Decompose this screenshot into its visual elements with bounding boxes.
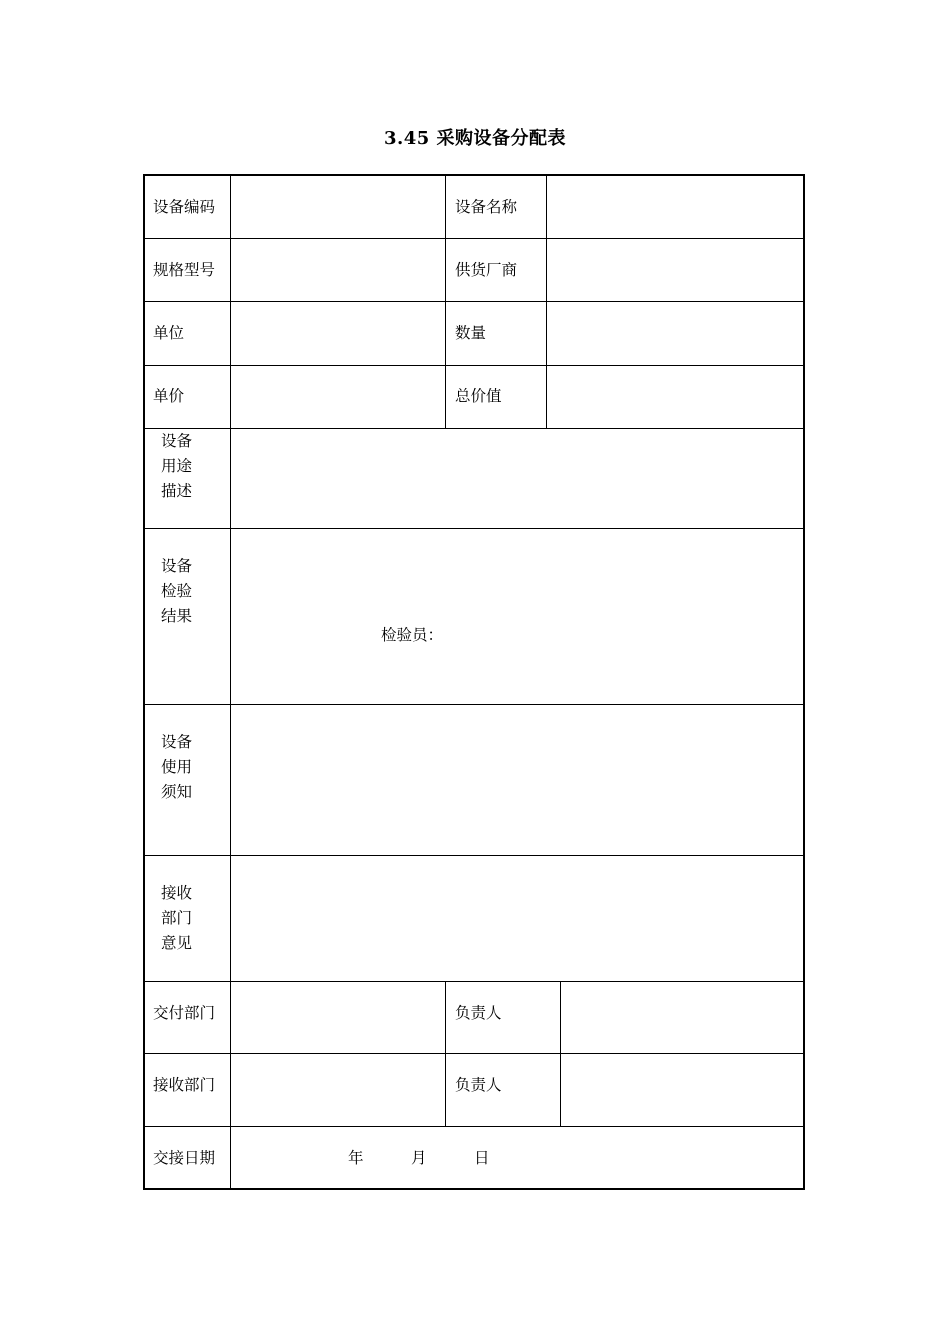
row-divider [145,1053,803,1054]
allocation-form [143,174,805,1190]
label-unit-price: 单价 [153,387,185,405]
label-usage-notice: 设备 使用 须知 [161,733,193,801]
column-divider [445,981,446,1126]
label-inspector: 检验员： [381,626,444,644]
column-divider [546,176,547,428]
date-day: 日 [474,1149,490,1167]
label-supplier: 供货厂商 [455,261,518,279]
row-divider [145,365,803,366]
column-divider [230,176,231,1188]
label-usage-description: 设备 用途 描述 [161,432,193,500]
row-divider [145,981,803,982]
label-delivery-dept: 交付部门 [153,1004,216,1022]
date-month: 月 [411,1149,427,1167]
label-spec-model: 规格型号 [153,261,216,279]
label-receiving-dept: 接收部门 [153,1076,216,1094]
label-total-value: 总价值 [455,387,502,405]
row-divider [145,238,803,239]
label-receiving-person: 负责人 [455,1076,502,1094]
label-device-code: 设备编码 [153,198,216,216]
row-divider [145,704,803,705]
row-divider [145,528,803,529]
page-title: 3.45 采购设备分配表 [383,128,567,149]
label-unit: 单位 [153,324,185,342]
label-receiving-opinion: 接收 部门 意见 [161,884,193,952]
label-inspection-result: 设备 检验 结果 [161,557,193,625]
row-divider [145,855,803,856]
row-divider [145,1126,803,1127]
row-divider [145,428,803,429]
column-divider [445,176,446,428]
date-year: 年 [348,1149,364,1167]
label-device-name: 设备名称 [455,198,518,216]
column-divider [560,981,561,1126]
label-delivery-person: 负责人 [455,1004,502,1022]
label-handover-date: 交接日期 [153,1149,216,1167]
row-divider [145,301,803,302]
label-quantity: 数量 [455,324,487,342]
